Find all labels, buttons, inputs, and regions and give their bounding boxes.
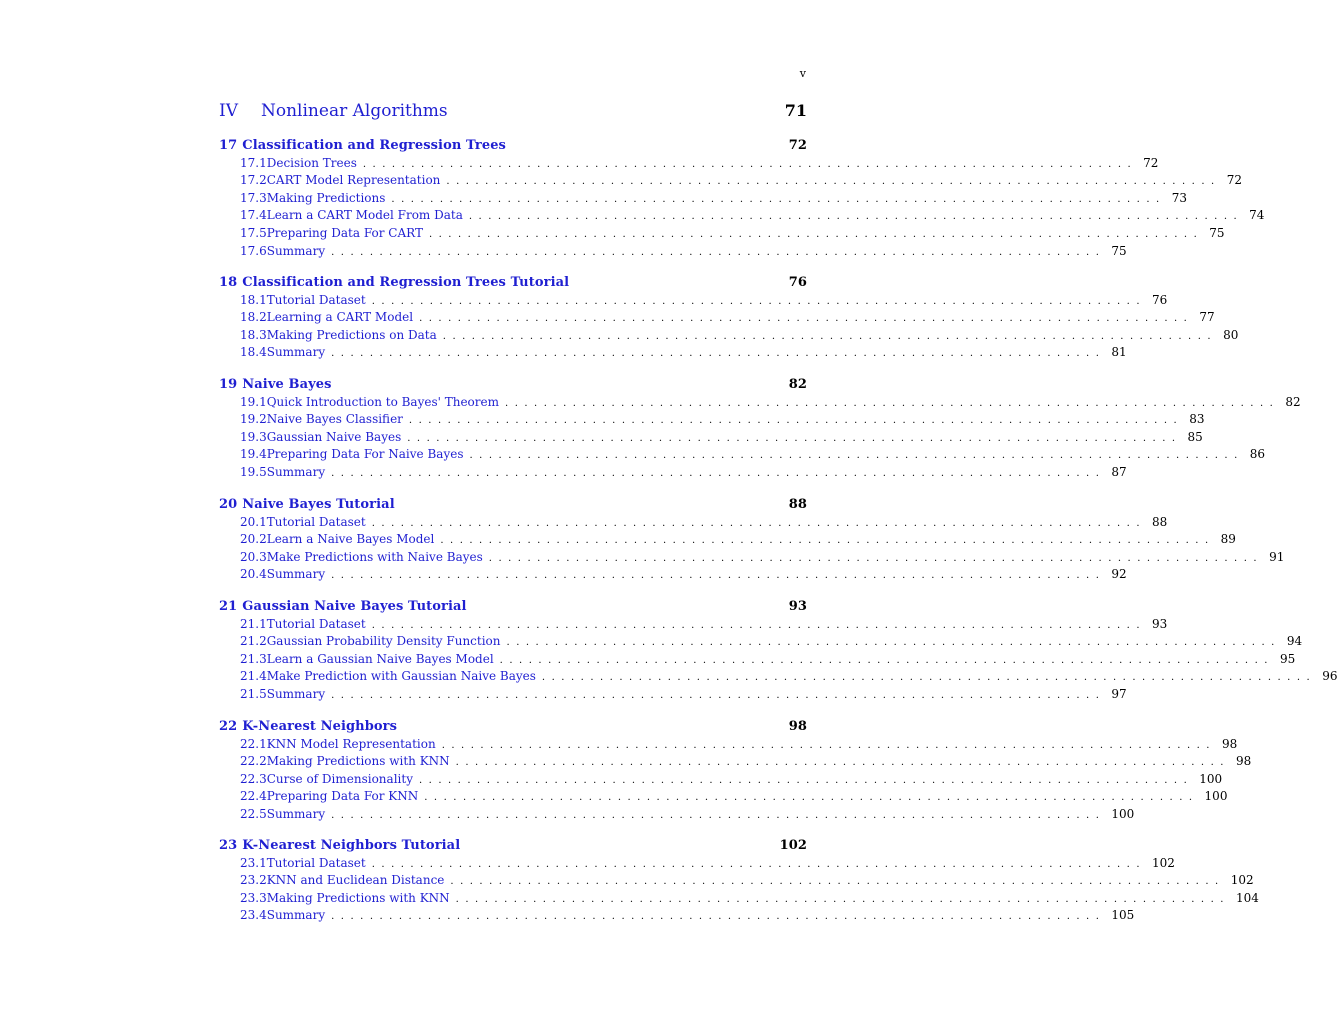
toc-section-entry[interactable]	[240, 190, 1187, 208]
toc-section-entry[interactable]	[240, 567, 1127, 584]
section-number: 19.1	[240, 394, 267, 409]
toc-section-entry[interactable]	[240, 429, 1203, 447]
section-page: 83	[1189, 412, 1205, 427]
section-number: 18.3	[240, 327, 267, 342]
section-title[interactable]: Preparing Data For Naive Bayes	[266, 447, 464, 462]
chapter-number: 22	[219, 719, 238, 734]
toc-chapter-entry[interactable]	[219, 377, 807, 395]
chapter-title[interactable]: Naive Bayes Tutorial	[242, 497, 395, 512]
section-page: 77	[1199, 310, 1215, 325]
dot-leader: ................................................................................	[541, 672, 1317, 684]
chapter-page: 82	[788, 377, 807, 392]
chapter-number: 17	[219, 138, 238, 153]
section-number: 22.2	[240, 754, 267, 769]
chapter-number: 18	[219, 275, 238, 290]
part-numeral: IV	[219, 101, 238, 121]
toc-section-entry[interactable]	[240, 873, 1254, 890]
section-number: 19.2	[240, 412, 267, 427]
dot-leader: ................................................................................	[506, 637, 1281, 649]
section-number: 22.4	[240, 789, 267, 804]
dot-leader: ................................................................................	[505, 397, 1280, 409]
chapter-title[interactable]: K-Nearest Neighbors Tutorial	[242, 838, 461, 853]
section-title[interactable]: Preparing Data For CART	[266, 226, 423, 241]
toc-section-entry[interactable]	[240, 634, 1303, 651]
section-number: 22.1	[240, 736, 267, 751]
section-title[interactable]: Curse of Dimensionality	[266, 771, 413, 786]
toc-section-entry[interactable]	[240, 394, 1301, 412]
section-title[interactable]: Decision Trees	[266, 155, 357, 170]
toc-section-entry[interactable]	[240, 412, 1205, 429]
toc-section-entry[interactable]	[240, 155, 1159, 173]
section-number: 19.3	[240, 429, 267, 444]
toc-section-entry[interactable]	[240, 327, 1239, 345]
dot-leader: ................................................................................	[331, 246, 1106, 258]
section-page: 86	[1249, 447, 1266, 462]
section-page: 87	[1111, 465, 1127, 480]
section-page: 85	[1187, 429, 1203, 444]
section-title[interactable]: Gaussian Naive Bayes	[266, 429, 402, 444]
section-title[interactable]: Making Predictions on Data	[266, 327, 437, 342]
toc-section-entry[interactable]	[240, 687, 1127, 704]
dot-leader: ................................................................................	[455, 893, 1230, 905]
section-number: 23.3	[240, 890, 267, 905]
chapter-page: 76	[788, 275, 807, 290]
chapter-number: 19	[219, 377, 238, 392]
section-page: 88	[1152, 514, 1168, 529]
dot-leader: ................................................................................	[455, 757, 1230, 769]
toc-section-entry[interactable]	[240, 514, 1168, 532]
toc-section-entry[interactable]	[240, 292, 1168, 310]
section-title[interactable]: Learn a CART Model From Data	[266, 208, 463, 223]
section-title[interactable]: Learning a CART Model	[266, 310, 414, 325]
dot-leader: ................................................................................	[371, 517, 1147, 529]
section-page: 93	[1152, 616, 1168, 631]
section-title[interactable]: Make Prediction with Gaussian Naive Bayes	[266, 669, 536, 684]
toc-chapter-entry[interactable]	[219, 719, 807, 737]
dot-leader: ................................................................................	[331, 468, 1106, 480]
toc-section-entry[interactable]	[240, 173, 1242, 190]
section-number: 21.3	[240, 651, 267, 666]
toc-section-entry[interactable]	[240, 226, 1225, 243]
chapter-title[interactable]: Classification and Regression Trees	[242, 138, 506, 153]
section-title[interactable]: Tutorial Dataset	[266, 514, 366, 529]
toc-section-entry[interactable]	[240, 890, 1259, 908]
chapter-page: 72	[788, 138, 807, 153]
section-title[interactable]: Naive Bayes Classifier	[266, 412, 403, 427]
section-page: 80	[1223, 327, 1239, 342]
section-page: 91	[1269, 549, 1285, 564]
dot-leader: ................................................................................	[371, 619, 1147, 631]
section-title[interactable]: Making Predictions with KNN	[266, 754, 450, 769]
section-title[interactable]: Summary	[266, 807, 326, 822]
section-number: 20.3	[240, 549, 267, 564]
section-title[interactable]: KNN and Euclidean Distance	[266, 873, 445, 888]
section-number: 23.1	[240, 855, 267, 870]
dot-leader: ................................................................................	[331, 570, 1106, 582]
toc-section-entry[interactable]	[240, 855, 1175, 873]
section-page: 89	[1220, 532, 1236, 547]
section-number: 19.5	[240, 465, 267, 480]
section-title[interactable]: Make Predictions with Naive Bayes	[266, 549, 483, 564]
section-page: 72	[1226, 173, 1242, 188]
section-page: 96	[1322, 669, 1338, 684]
section-title[interactable]: Tutorial Dataset	[266, 616, 366, 631]
section-page: 105	[1111, 908, 1135, 923]
dot-leader: ................................................................................	[442, 330, 1218, 342]
dot-leader: ................................................................................	[499, 654, 1274, 666]
section-number: 17.4	[240, 208, 267, 223]
toc-section-entry[interactable]	[240, 345, 1127, 362]
toc-chapter-entry[interactable]	[219, 599, 807, 617]
section-page: 75	[1209, 226, 1225, 241]
section-number: 17.6	[240, 243, 267, 258]
section-number: 23.2	[240, 873, 267, 888]
section-page: 95	[1279, 651, 1296, 666]
part-title[interactable]: Nonlinear Algorithms	[261, 101, 448, 121]
section-number: 18.4	[240, 345, 267, 360]
section-title[interactable]: KNN Model Representation	[266, 736, 436, 751]
dot-leader: ................................................................................	[371, 858, 1147, 870]
section-page: 72	[1143, 155, 1159, 170]
section-number: 21.1	[240, 616, 267, 631]
toc-section-entry[interactable]	[240, 789, 1228, 806]
toc-section-entry[interactable]	[240, 651, 1296, 669]
section-page: 100	[1204, 789, 1228, 804]
toc-section-entry[interactable]	[240, 532, 1236, 549]
toc-section-entry[interactable]	[240, 549, 1285, 567]
section-number: 18.1	[240, 292, 267, 307]
section-title[interactable]: Tutorial Dataset	[266, 855, 366, 870]
section-number: 18.2	[240, 310, 267, 325]
section-title[interactable]: CART Model Representation	[266, 173, 441, 188]
section-page: 92	[1111, 567, 1127, 582]
toc-chapter-entry[interactable]	[219, 838, 807, 856]
toc-section-entry[interactable]	[240, 310, 1215, 327]
chapter-number: 21	[219, 599, 238, 614]
section-number: 21.2	[240, 634, 267, 649]
toc-chapter-entry[interactable]	[219, 138, 807, 156]
chapter-title[interactable]: K-Nearest Neighbors	[242, 719, 398, 734]
section-page: 81	[1111, 345, 1127, 360]
section-title[interactable]: Learn a Naive Bayes Model	[266, 532, 435, 547]
dot-leader: ................................................................................	[418, 774, 1194, 786]
section-title[interactable]: Summary	[266, 243, 326, 258]
toc-section-entry[interactable]	[240, 807, 1135, 824]
section-title[interactable]: Summary	[266, 908, 326, 923]
chapter-title[interactable]: Classification and Regression Trees Tutorial	[242, 275, 570, 290]
section-page: 98	[1221, 736, 1238, 751]
part-page: 71	[784, 101, 807, 120]
toc-section-entry[interactable]	[240, 243, 1127, 261]
section-page: 100	[1199, 771, 1223, 786]
chapter-title[interactable]: Gaussian Naive Bayes Tutorial	[242, 599, 467, 614]
toc-section-entry[interactable]	[240, 447, 1266, 464]
toc-section-entry[interactable]	[240, 669, 1338, 686]
section-page: 76	[1152, 292, 1168, 307]
section-page: 74	[1249, 208, 1265, 223]
section-title[interactable]: Making Predictions	[266, 190, 386, 205]
section-title[interactable]: Quick Introduction to Bayes' Theorem	[266, 394, 500, 409]
section-number: 22.5	[240, 807, 267, 822]
section-page: 82	[1285, 394, 1301, 409]
dot-leader: ................................................................................	[450, 876, 1225, 888]
section-number: 20.2	[240, 532, 267, 547]
dot-leader: ................................................................................	[446, 176, 1221, 188]
section-page: 75	[1111, 243, 1127, 258]
section-title[interactable]: Learn a Gaussian Naive Bayes Model	[266, 651, 494, 666]
dot-leader: ................................................................................	[428, 229, 1204, 241]
section-page: 94	[1286, 634, 1303, 649]
section-number: 17.2	[240, 173, 267, 188]
section-page: 100	[1111, 807, 1135, 822]
chapter-page: 93	[788, 599, 807, 614]
section-title[interactable]: Tutorial Dataset	[266, 292, 366, 307]
section-page: 102	[1152, 855, 1175, 870]
page-number: v	[799, 67, 806, 80]
toc-section-entry[interactable]	[240, 208, 1265, 225]
section-number: 17.5	[240, 226, 267, 241]
section-number: 21.5	[240, 687, 267, 702]
toc-chapter-entry[interactable]	[219, 497, 807, 515]
section-page: 104	[1235, 890, 1259, 905]
section-page: 98	[1235, 754, 1252, 769]
section-page: 102	[1230, 873, 1254, 888]
section-number: 20.1	[240, 514, 267, 529]
section-title[interactable]: Making Predictions with KNN	[266, 890, 450, 905]
dot-leader: ................................................................................	[331, 810, 1106, 822]
dot-leader: ................................................................................	[424, 792, 1199, 804]
chapter-title[interactable]: Naive Bayes	[242, 377, 332, 392]
section-number: 21.4	[240, 669, 267, 684]
toc-section-entry[interactable]	[240, 754, 1252, 771]
section-title[interactable]: Gaussian Probability Density Function	[266, 634, 501, 649]
toc-section-entry[interactable]	[240, 736, 1238, 754]
section-title[interactable]: Summary	[266, 567, 326, 582]
chapter-number: 20	[219, 497, 238, 512]
section-title[interactable]: Summary	[266, 465, 326, 480]
dot-leader: ................................................................................	[469, 450, 1244, 462]
toc-chapter-entry[interactable]	[219, 275, 807, 293]
section-title[interactable]: Summary	[266, 345, 326, 360]
section-number: 20.4	[240, 567, 267, 582]
section-page: 97	[1111, 687, 1127, 702]
dot-leader: ................................................................................	[407, 432, 1182, 444]
chapter-page: 88	[788, 497, 807, 512]
dot-leader: ................................................................................	[371, 295, 1147, 307]
section-number: 17.1	[240, 155, 267, 170]
section-title[interactable]: Preparing Data For KNN	[266, 789, 419, 804]
section-number: 17.3	[240, 190, 267, 205]
dot-leader: ................................................................................	[468, 211, 1244, 223]
dot-leader: ................................................................................	[331, 348, 1106, 360]
dot-leader: ................................................................................	[440, 535, 1215, 547]
toc-section-entry[interactable]	[240, 465, 1127, 482]
chapter-page: 98	[788, 719, 807, 734]
toc-part-entry[interactable]	[219, 101, 807, 125]
section-title[interactable]: Summary	[266, 687, 326, 702]
toc-section-entry[interactable]	[240, 771, 1223, 789]
toc-section-entry[interactable]	[240, 616, 1168, 634]
chapter-number: 23	[219, 838, 238, 853]
section-number: 19.4	[240, 447, 267, 462]
section-page: 73	[1171, 190, 1187, 205]
section-number: 23.4	[240, 908, 267, 923]
dot-leader: ................................................................................	[419, 313, 1194, 325]
dot-leader: ................................................................................	[408, 415, 1184, 427]
dot-leader: ................................................................................	[331, 911, 1106, 923]
chapter-page: 102	[779, 838, 807, 853]
dot-leader: ................................................................................	[488, 552, 1264, 564]
dot-leader: ................................................................................	[441, 739, 1216, 751]
toc-section-entry[interactable]	[240, 908, 1135, 925]
dot-leader: ................................................................................	[391, 193, 1166, 205]
dot-leader: ................................................................................	[331, 690, 1106, 702]
dot-leader: ................................................................................	[362, 158, 1138, 170]
section-number: 22.3	[240, 771, 267, 786]
